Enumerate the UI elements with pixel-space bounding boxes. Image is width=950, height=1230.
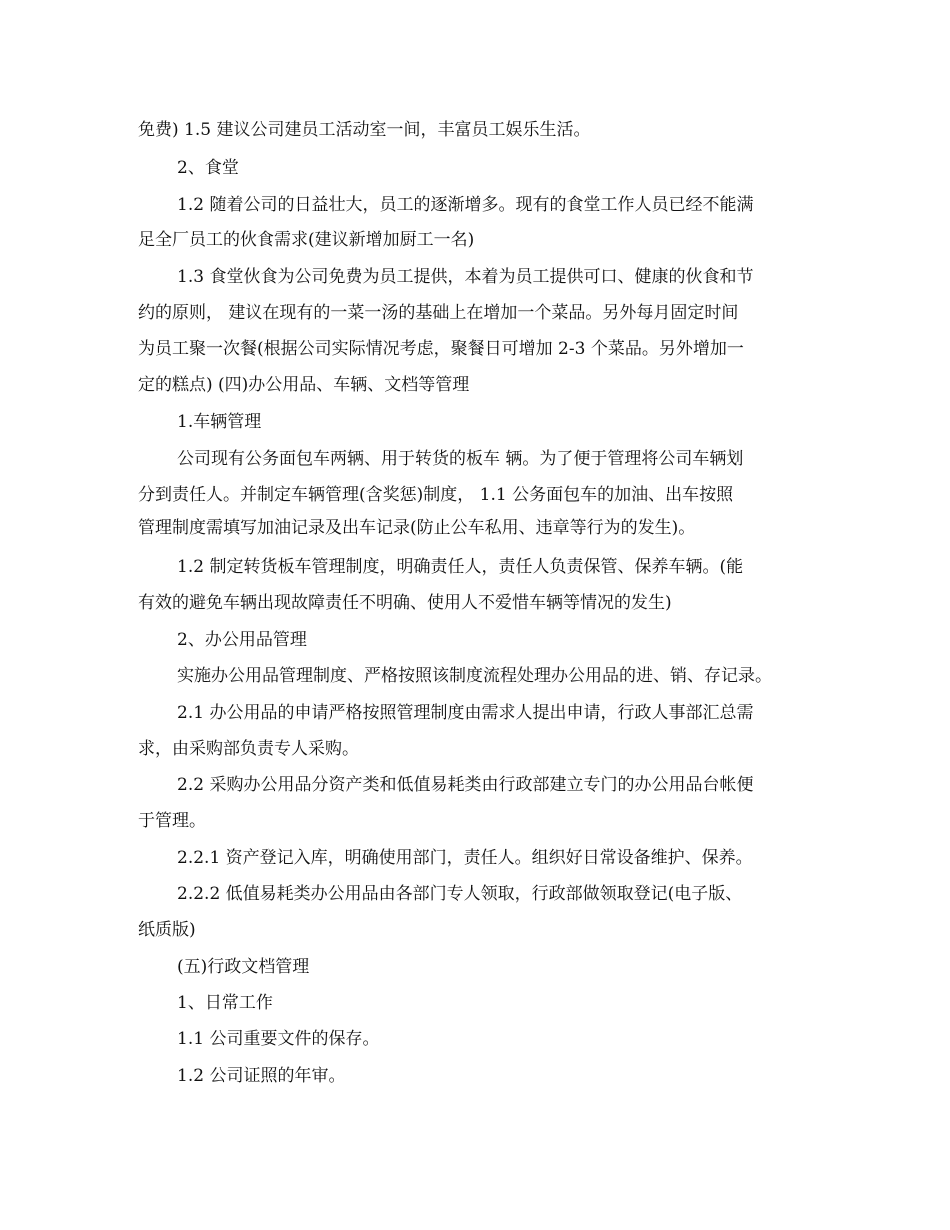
text-line: 2.1 办公用品的申请严格按照管理制度由需求人提出申请，行政人事部汇总需 — [177, 703, 754, 723]
text-line: 实施办公用品管理制度、严格按照该制度流程处理办公用品的进、销、存记录。 — [177, 666, 772, 686]
text-line: 1.2 随着公司的日益壮大，员工的逐渐增多。现有的食堂工作人员已经不能满 — [177, 195, 754, 215]
text-line: 2.2.1 资产登记入库，明确使用部门，责任人。组织好日常设备维护、保养。 — [177, 848, 753, 868]
text-line: 纸质版) — [138, 920, 196, 940]
text-line: 求，由采购部负责专人采购。 — [138, 739, 359, 759]
text-line: 免费) 1.5 建议公司建员工活动室一间，丰富员工娱乐生活。 — [138, 120, 591, 140]
text-line: 公司现有公务面包车两辆、用于转货的板车 辆。为了便于管理将公司车辆划 — [177, 449, 744, 469]
text-line: 定的糕点) (四)办公用品、车辆、文档等管理 — [138, 375, 470, 395]
text-line: 1.2 制定转货板车管理制度，明确责任人，责任人负责保管、保养车辆。(能 — [177, 557, 744, 577]
text-line: 管理制度需填写加油记录及出车记录(防止公车私用、违章等行为的发生)。 — [138, 518, 696, 538]
section-heading: (五)行政文档管理 — [177, 957, 310, 977]
text-line: 约的原则， 建议在现有的一菜一汤的基础上在增加一个菜品。另外每月固定时间 — [138, 303, 739, 323]
text-line: 1.2 公司证照的年审。 — [177, 1066, 346, 1086]
text-line: 为员工聚一次餐(根据公司实际情况考虑，聚餐日可增加 2-3 个菜品。另外增加一 — [138, 339, 744, 359]
section-heading: 2、办公用品管理 — [177, 630, 307, 650]
text-line: 分到责任人。并制定车辆管理(含奖惩)制度， 1.1 公务面包车的加油、出车按照 — [138, 485, 734, 505]
section-heading: 1.车辆管理 — [177, 412, 262, 432]
text-line: 足全厂员工的伙食需求(建议新增加厨工一名) — [138, 230, 475, 250]
section-heading: 2、食堂 — [177, 158, 239, 178]
text-line: 有效的避免车辆出现故障责任不明确、使用人不爱惜车辆等情况的发生) — [138, 593, 672, 613]
text-line: 2.2 采购办公用品分资产类和低值易耗类由行政部建立专门的办公用品台帐便 — [177, 775, 754, 795]
text-line: 1.3 食堂伙食为公司免费为员工提供，本着为员工提供可口、健康的伙食和节 — [177, 267, 754, 287]
text-line: 1.1 公司重要文件的保存。 — [177, 1029, 380, 1049]
section-heading: 1、日常工作 — [177, 993, 273, 1013]
text-line: 2.2.2 低值易耗类办公用品由各部门专人领取，行政部做领取登记(电子版、 — [177, 884, 743, 904]
text-line: 于管理。 — [138, 811, 206, 831]
